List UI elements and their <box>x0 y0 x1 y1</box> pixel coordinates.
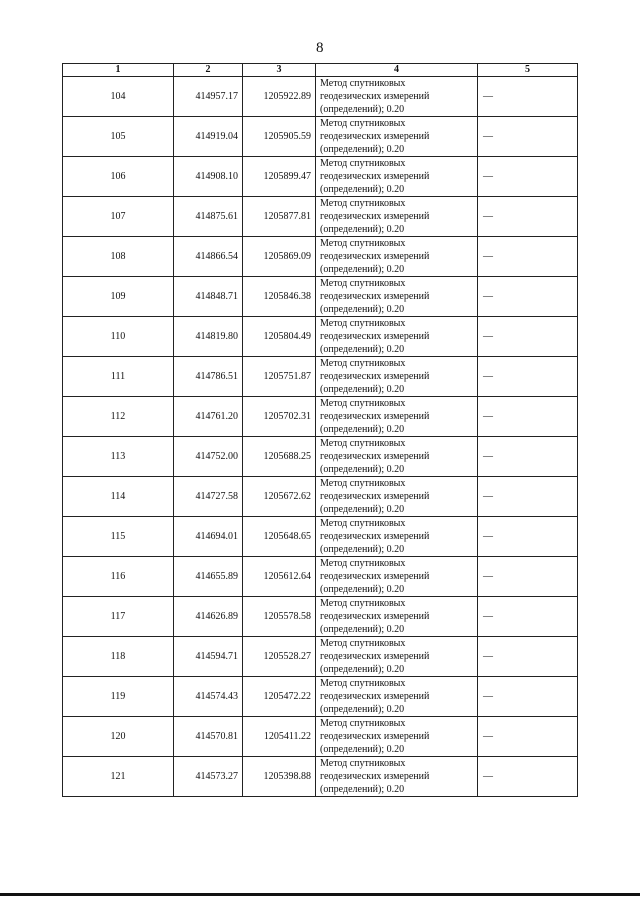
note-cell <box>478 677 578 717</box>
method-line: (определений); 0.20 <box>320 224 405 235</box>
table-row <box>63 437 578 477</box>
method-line: (определений); 0.20 <box>320 344 405 355</box>
note-cell <box>478 717 578 757</box>
x-coordinate-cell: 414752.00 <box>174 437 243 477</box>
x-coordinate-cell: 414875.61 <box>174 197 243 237</box>
method-line: (определений); 0.20 <box>320 304 405 315</box>
method-line: геодезических измерений <box>320 571 430 582</box>
column-header-1: 1 <box>63 64 174 77</box>
x-coordinate-cell: 414919.04 <box>174 117 243 157</box>
y-coordinate-cell: 1205899.47 <box>243 157 316 197</box>
note-cell <box>478 517 578 557</box>
table-row <box>63 557 578 597</box>
x-coordinate-cell: 414957.17 <box>174 77 243 117</box>
dash-value: — <box>483 131 493 142</box>
method-line: геодезических измерений <box>320 251 430 262</box>
method-line: геодезических измерений <box>320 531 430 542</box>
dash-value: — <box>483 531 493 542</box>
table-row <box>63 397 578 437</box>
method-line: (определений); 0.20 <box>320 464 405 475</box>
dash-value: — <box>483 171 493 182</box>
note-cell <box>478 757 578 797</box>
note-cell <box>478 157 578 197</box>
y-coordinate-cell: 1205804.49 <box>243 317 316 357</box>
method-line: Метод спутниковых <box>320 758 406 769</box>
method-line: геодезических измерений <box>320 451 430 462</box>
method-line: геодезических измерений <box>320 691 430 702</box>
method-line: Метод спутниковых <box>320 118 406 129</box>
note-cell <box>478 557 578 597</box>
method-line: геодезических измерений <box>320 771 430 782</box>
table-row <box>63 317 578 357</box>
point-number-cell: 105 <box>63 117 174 157</box>
method-cell <box>316 197 478 237</box>
method-cell <box>316 237 478 277</box>
x-coordinate-cell: 414594.71 <box>174 637 243 677</box>
method-line: геодезических измерений <box>320 131 430 142</box>
note-cell <box>478 597 578 637</box>
y-coordinate-cell: 1205922.89 <box>243 77 316 117</box>
method-line: (определений); 0.20 <box>320 624 405 635</box>
method-cell <box>316 557 478 597</box>
method-cell <box>316 637 478 677</box>
bottom-rule <box>0 893 640 896</box>
method-cell <box>316 157 478 197</box>
point-number-cell: 112 <box>63 397 174 437</box>
table-row <box>63 157 578 197</box>
method-line: геодезических измерений <box>320 651 430 662</box>
column-header-4: 4 <box>316 64 478 77</box>
coordinates-table <box>62 63 578 797</box>
note-cell <box>478 437 578 477</box>
x-coordinate-cell: 414655.89 <box>174 557 243 597</box>
column-header-3: 3 <box>243 64 316 77</box>
page-number: 8 <box>316 40 324 56</box>
table-row <box>63 517 578 557</box>
note-cell <box>478 117 578 157</box>
method-line: (определений); 0.20 <box>320 144 405 155</box>
table-row <box>63 477 578 517</box>
method-line: (определений); 0.20 <box>320 264 405 275</box>
method-line: (определений); 0.20 <box>320 544 405 555</box>
method-line: геодезических измерений <box>320 171 430 182</box>
method-line: Метод спутниковых <box>320 278 406 289</box>
y-coordinate-cell: 1205877.81 <box>243 197 316 237</box>
method-line: Метод спутниковых <box>320 518 406 529</box>
dash-value: — <box>483 211 493 222</box>
point-number-cell: 121 <box>63 757 174 797</box>
x-coordinate-cell: 414727.58 <box>174 477 243 517</box>
method-cell <box>316 517 478 557</box>
method-line: Метод спутниковых <box>320 158 406 169</box>
y-coordinate-cell: 1205702.31 <box>243 397 316 437</box>
table-row <box>63 677 578 717</box>
table-row <box>63 117 578 157</box>
y-coordinate-cell: 1205411.22 <box>243 717 316 757</box>
x-coordinate-cell: 414786.51 <box>174 357 243 397</box>
point-number-cell: 119 <box>63 677 174 717</box>
point-number-cell: 114 <box>63 477 174 517</box>
method-line: (определений); 0.20 <box>320 784 405 795</box>
dash-value: — <box>483 491 493 502</box>
method-line: Метод спутниковых <box>320 718 406 729</box>
method-cell <box>316 477 478 517</box>
point-number-cell: 111 <box>63 357 174 397</box>
x-coordinate-cell: 414694.01 <box>174 517 243 557</box>
method-line: Метод спутниковых <box>320 198 406 209</box>
method-line: Метод спутниковых <box>320 238 406 249</box>
method-line: геодезических измерений <box>320 731 430 742</box>
method-line: (определений); 0.20 <box>320 744 405 755</box>
x-coordinate-cell: 414570.81 <box>174 717 243 757</box>
note-cell <box>478 477 578 517</box>
method-cell <box>316 757 478 797</box>
dash-value: — <box>483 571 493 582</box>
point-number-cell: 113 <box>63 437 174 477</box>
dash-value: — <box>483 291 493 302</box>
point-number-cell: 115 <box>63 517 174 557</box>
point-number-cell: 108 <box>63 237 174 277</box>
method-line: Метод спутниковых <box>320 398 406 409</box>
note-cell <box>478 637 578 677</box>
dash-value: — <box>483 371 493 382</box>
point-number-cell: 110 <box>63 317 174 357</box>
dash-value: — <box>483 251 493 262</box>
method-line: геодезических измерений <box>320 91 430 102</box>
method-line: геодезических измерений <box>320 491 430 502</box>
method-line: геодезических измерений <box>320 611 430 622</box>
dash-value: — <box>483 451 493 462</box>
y-coordinate-cell: 1205398.88 <box>243 757 316 797</box>
note-cell <box>478 237 578 277</box>
y-coordinate-cell: 1205578.58 <box>243 597 316 637</box>
point-number-cell: 116 <box>63 557 174 597</box>
x-coordinate-cell: 414848.71 <box>174 277 243 317</box>
y-coordinate-cell: 1205905.59 <box>243 117 316 157</box>
column-header-5: 5 <box>478 64 578 77</box>
method-cell <box>316 77 478 117</box>
method-line: (определений); 0.20 <box>320 104 405 115</box>
x-coordinate-cell: 414761.20 <box>174 397 243 437</box>
table-row <box>63 197 578 237</box>
table-row <box>63 357 578 397</box>
table-row <box>63 637 578 677</box>
note-cell <box>478 197 578 237</box>
point-number-cell: 107 <box>63 197 174 237</box>
method-line: Метод спутниковых <box>320 678 406 689</box>
dash-value: — <box>483 651 493 662</box>
y-coordinate-cell: 1205672.62 <box>243 477 316 517</box>
method-line: Метод спутниковых <box>320 478 406 489</box>
method-line: (определений); 0.20 <box>320 424 405 435</box>
y-coordinate-cell: 1205612.64 <box>243 557 316 597</box>
method-cell <box>316 117 478 157</box>
y-coordinate-cell: 1205688.25 <box>243 437 316 477</box>
method-line: геодезических измерений <box>320 331 430 342</box>
method-line: геодезических измерений <box>320 211 430 222</box>
method-line: Метод спутниковых <box>320 638 406 649</box>
header-row <box>63 64 578 77</box>
column-header-2: 2 <box>174 64 243 77</box>
note-cell <box>478 397 578 437</box>
method-line: Метод спутниковых <box>320 558 406 569</box>
dash-value: — <box>483 331 493 342</box>
x-coordinate-cell: 414819.80 <box>174 317 243 357</box>
method-cell <box>316 397 478 437</box>
method-line: геодезических измерений <box>320 371 430 382</box>
method-line: (определений); 0.20 <box>320 384 405 395</box>
method-line: Метод спутниковых <box>320 438 406 449</box>
method-line: Метод спутниковых <box>320 318 406 329</box>
y-coordinate-cell: 1205869.09 <box>243 237 316 277</box>
x-coordinate-cell: 414573.27 <box>174 757 243 797</box>
point-number-cell: 109 <box>63 277 174 317</box>
method-line: Метод спутниковых <box>320 598 406 609</box>
table-row <box>63 77 578 117</box>
x-coordinate-cell: 414574.43 <box>174 677 243 717</box>
dash-value: — <box>483 691 493 702</box>
method-cell <box>316 357 478 397</box>
point-number-cell: 104 <box>63 77 174 117</box>
point-number-cell: 106 <box>63 157 174 197</box>
note-cell <box>478 277 578 317</box>
note-cell <box>478 77 578 117</box>
y-coordinate-cell: 1205528.27 <box>243 637 316 677</box>
point-number-cell: 118 <box>63 637 174 677</box>
x-coordinate-cell: 414908.10 <box>174 157 243 197</box>
dash-value: — <box>483 771 493 782</box>
method-line: геодезических измерений <box>320 411 430 422</box>
note-cell <box>478 357 578 397</box>
method-cell <box>316 437 478 477</box>
method-line: (определений); 0.20 <box>320 184 405 195</box>
table-row <box>63 277 578 317</box>
method-cell <box>316 597 478 637</box>
table-row <box>63 597 578 637</box>
table-row <box>63 237 578 277</box>
note-cell <box>478 317 578 357</box>
x-coordinate-cell: 414626.89 <box>174 597 243 637</box>
method-cell <box>316 317 478 357</box>
y-coordinate-cell: 1205751.87 <box>243 357 316 397</box>
point-number-cell: 117 <box>63 597 174 637</box>
table-body <box>63 77 578 797</box>
table-row <box>63 757 578 797</box>
dash-value: — <box>483 411 493 422</box>
y-coordinate-cell: 1205472.22 <box>243 677 316 717</box>
x-coordinate-cell: 414866.54 <box>174 237 243 277</box>
point-number-cell: 120 <box>63 717 174 757</box>
method-line: (определений); 0.20 <box>320 664 405 675</box>
method-cell <box>316 717 478 757</box>
method-line: (определений); 0.20 <box>320 704 405 715</box>
table-row <box>63 717 578 757</box>
method-cell <box>316 677 478 717</box>
method-line: Метод спутниковых <box>320 78 406 89</box>
y-coordinate-cell: 1205648.65 <box>243 517 316 557</box>
method-line: геодезических измерений <box>320 291 430 302</box>
y-coordinate-cell: 1205846.38 <box>243 277 316 317</box>
method-line: (определений); 0.20 <box>320 584 405 595</box>
method-line: (определений); 0.20 <box>320 504 405 515</box>
dash-value: — <box>483 611 493 622</box>
dash-value: — <box>483 731 493 742</box>
dash-value: — <box>483 91 493 102</box>
method-cell <box>316 277 478 317</box>
method-line: Метод спутниковых <box>320 358 406 369</box>
